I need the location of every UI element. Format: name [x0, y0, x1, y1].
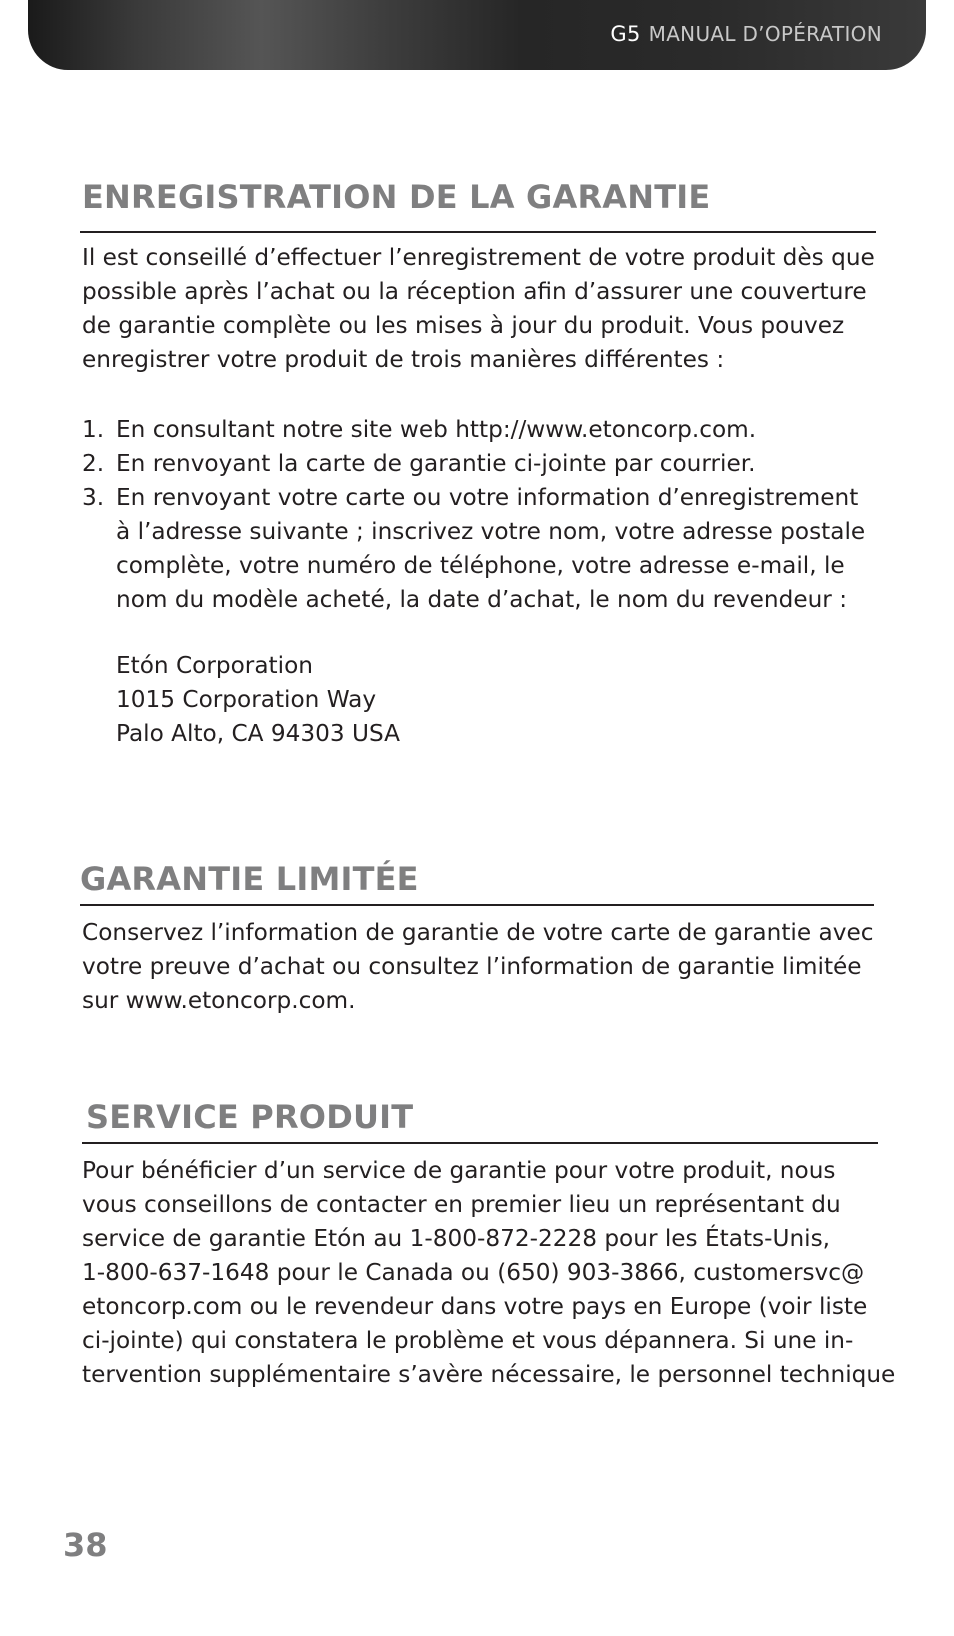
address-line: Etón Corporation	[116, 652, 313, 679]
limited-warranty-title: GARANTIE LIMITÉE	[80, 860, 419, 898]
model-name: G5	[610, 22, 641, 46]
text-line: ci-jointe) qui constatera le problème et vous dépannera. Si une in-	[82, 1327, 854, 1354]
text-line: à l’adresse suivante ; inscrivez votre nom, votre adresse postale	[116, 518, 866, 545]
product-service-text	[82, 1154, 895, 1392]
list-number: 2.	[82, 450, 105, 477]
list-number: 1.	[82, 416, 105, 443]
page-number: 38	[63, 1526, 108, 1564]
list-number: 3.	[82, 484, 105, 511]
list-item	[82, 413, 865, 447]
text-line: votre preuve d’achat ou consultez l’information de garantie limitée	[82, 953, 862, 980]
text-line: possible après l’achat ou la réception afin d’assurer une couverture	[82, 278, 867, 305]
section-divider	[82, 1142, 878, 1144]
warranty-registration-intro	[82, 241, 875, 377]
text-line: 1-800-637-1648 pour le Canada ou (650) 903-3866, customersvc@	[82, 1259, 865, 1286]
list-item	[82, 447, 865, 481]
text-line: enregistrer votre produit de trois manières différentes :	[82, 346, 725, 373]
list-item	[82, 481, 865, 617]
manual-title: MANUAL D’OPÉRATION	[648, 22, 882, 46]
text-line: En consultant notre site web http://www.etoncorp.com.	[116, 416, 757, 443]
text-line: Il est conseillé d’effectuer l’enregistrement de votre produit dès que	[82, 244, 875, 271]
address-line: Palo Alto, CA 94303 USA	[116, 720, 401, 747]
text-line: tervention supplémentaire s’avère nécessaire, le personnel technique	[82, 1361, 896, 1388]
running-header	[610, 22, 882, 46]
postal-address	[116, 649, 400, 751]
address-line: 1015 Corporation Way	[116, 686, 377, 713]
text-line: complète, votre numéro de téléphone, votre adresse e-mail, le	[116, 552, 845, 579]
text-line: de garantie complète ou les mises à jour du produit. Vous pouvez	[82, 312, 845, 339]
limited-warranty-text	[82, 916, 873, 1018]
text-line: En renvoyant votre carte ou votre information d’enregistrement	[116, 484, 859, 511]
text-line: En renvoyant la carte de garantie ci-jointe par courrier.	[116, 450, 756, 477]
warranty-registration-title: ENREGISTRATION DE LA GARANTIE	[82, 178, 711, 216]
text-line: vous conseillons de contacter en premier lieu un représentant du	[82, 1191, 841, 1218]
section-divider	[80, 231, 876, 233]
product-service-title: SERVICE PRODUIT	[86, 1098, 414, 1136]
text-line: etoncorp.com ou le revendeur dans votre pays en Europe (voir liste	[82, 1293, 868, 1320]
text-line: nom du modèle acheté, la date d’achat, le nom du revendeur :	[116, 586, 848, 613]
text-line: Pour bénéficier d’un service de garantie pour votre produit, nous	[82, 1157, 836, 1184]
registration-methods-list	[82, 413, 865, 617]
section-divider	[80, 904, 874, 906]
text-line: Conservez l’information de garantie de votre carte de garantie avec	[82, 919, 874, 946]
text-line: sur www.etoncorp.com.	[82, 987, 356, 1014]
header-bar	[28, 0, 926, 70]
text-line: service de garantie Etón au 1-800-872-2228 pour les États-Unis,	[82, 1225, 831, 1252]
